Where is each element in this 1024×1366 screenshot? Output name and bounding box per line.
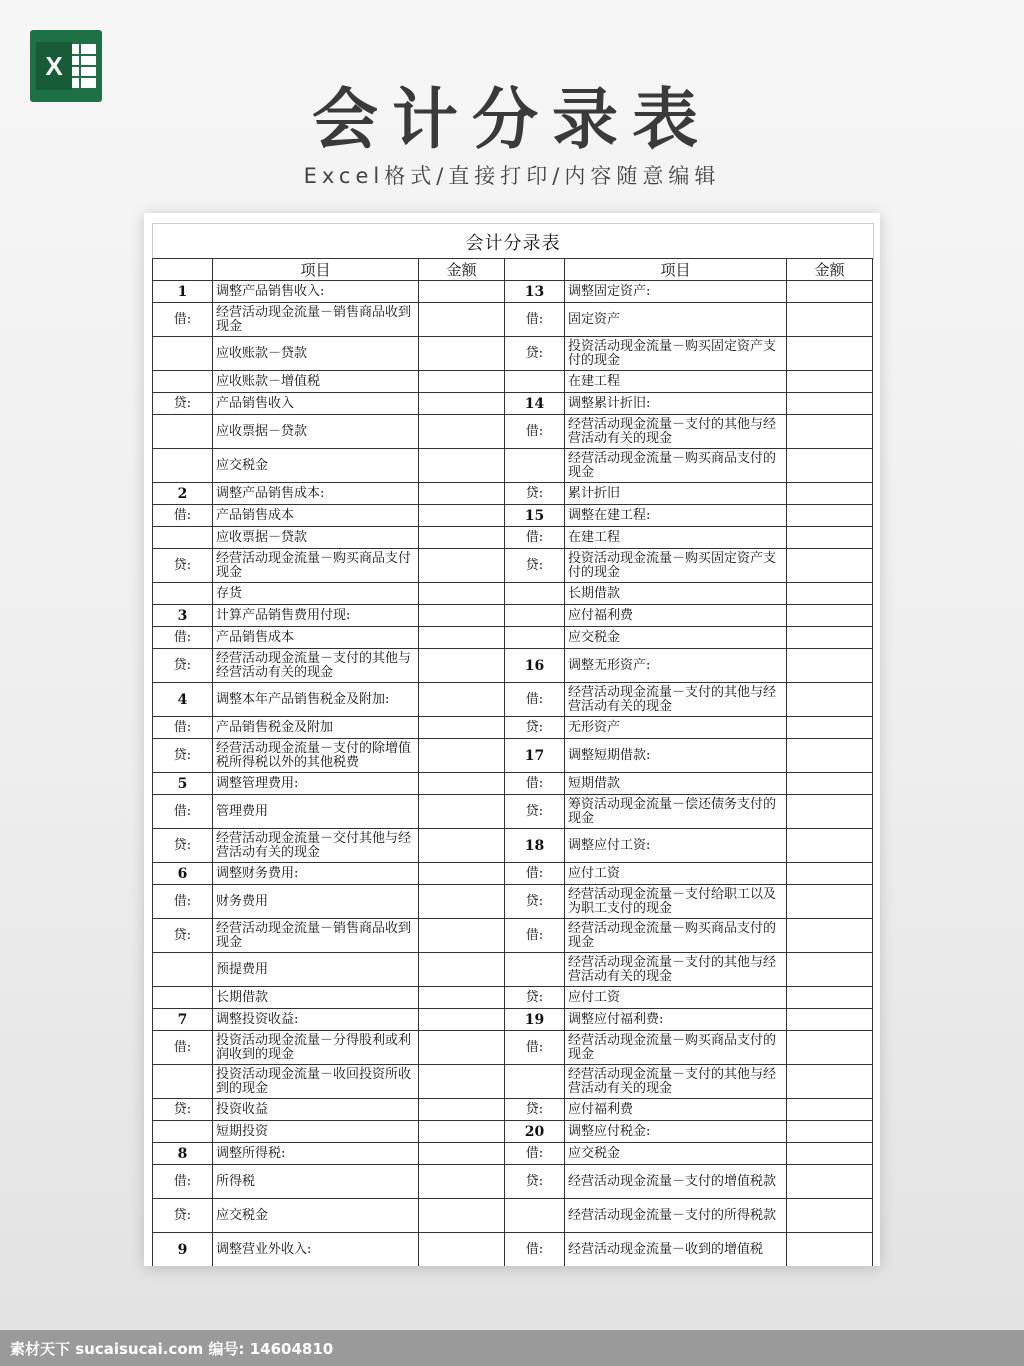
sheet-title: 会计分录表	[152, 223, 874, 260]
item-cell[interactable]: 产品销售收入	[213, 393, 419, 415]
item-cell[interactable]: 调整产品销售收入:	[213, 281, 419, 303]
amount-cell[interactable]	[787, 739, 873, 773]
item-cell[interactable]: 累计折旧	[565, 483, 787, 505]
amount-cell[interactable]	[787, 717, 873, 739]
amount-cell[interactable]	[419, 795, 505, 829]
amount-cell[interactable]	[419, 605, 505, 627]
column-header	[505, 259, 565, 281]
amount-cell[interactable]	[419, 885, 505, 919]
amount-cell[interactable]	[419, 1233, 505, 1267]
table-row	[153, 919, 873, 953]
entry-marker-cell[interactable]: 借:	[153, 1165, 213, 1199]
item-cell[interactable]: 经营活动现金流量－收到的增值税	[565, 1233, 787, 1267]
entry-marker-cell[interactable]: 6	[153, 863, 213, 885]
entry-marker-cell[interactable]: 14	[505, 393, 565, 415]
entry-marker-cell[interactable]	[505, 605, 565, 627]
amount-cell[interactable]	[787, 1199, 873, 1233]
entry-marker-cell[interactable]: 借:	[505, 863, 565, 885]
entry-marker-cell[interactable]	[153, 953, 213, 987]
entry-marker-cell[interactable]: 15	[505, 505, 565, 527]
amount-cell[interactable]	[787, 449, 873, 483]
amount-cell[interactable]	[787, 1165, 873, 1199]
table-row	[153, 885, 873, 919]
amount-cell[interactable]	[419, 739, 505, 773]
amount-cell[interactable]	[787, 885, 873, 919]
item-cell[interactable]: 调整应付福利费:	[565, 1009, 787, 1031]
entry-marker-cell[interactable]: 3	[153, 605, 213, 627]
item-cell[interactable]: 应付工资	[565, 987, 787, 1009]
amount-cell[interactable]	[787, 583, 873, 605]
item-cell[interactable]: 投资活动现金流量－分得股利或利润收到的现金	[213, 1031, 419, 1065]
amount-cell[interactable]	[419, 1065, 505, 1099]
entry-marker-cell[interactable]: 借:	[505, 1031, 565, 1065]
excel-icon-letter: X	[45, 51, 63, 81]
entry-marker-cell[interactable]: 8	[153, 1143, 213, 1165]
entry-marker-cell[interactable]: 借:	[153, 303, 213, 337]
amount-cell[interactable]	[787, 527, 873, 549]
entry-marker-cell[interactable]: 17	[505, 739, 565, 773]
item-cell[interactable]: 经营活动现金流量－支付的其他与经营活动有关的现金	[565, 415, 787, 449]
table-row	[153, 303, 873, 337]
entry-marker-cell[interactable]: 贷:	[153, 549, 213, 583]
table-row	[153, 1199, 873, 1233]
page-title: 会计分录表	[312, 81, 712, 158]
item-cell[interactable]: 经营活动现金流量－销售商品收到现金	[213, 303, 419, 337]
entry-marker-cell[interactable]	[505, 449, 565, 483]
entry-marker-cell[interactable]	[153, 527, 213, 549]
entry-marker-cell[interactable]	[505, 1065, 565, 1099]
item-cell[interactable]: 短期投资	[213, 1121, 419, 1143]
entry-marker-cell[interactable]: 1	[153, 281, 213, 303]
amount-cell[interactable]	[787, 393, 873, 415]
item-cell[interactable]: 调整应付税金:	[565, 1121, 787, 1143]
table-row	[153, 505, 873, 527]
entry-marker-cell[interactable]: 借:	[505, 773, 565, 795]
entry-marker-cell[interactable]	[153, 415, 213, 449]
table-row	[153, 527, 873, 549]
item-cell[interactable]: 预提费用	[213, 953, 419, 987]
amount-cell[interactable]	[787, 1143, 873, 1165]
entry-marker-cell[interactable]: 19	[505, 1009, 565, 1031]
item-cell[interactable]: 调整营业外收入:	[213, 1233, 419, 1267]
amount-cell[interactable]	[419, 683, 505, 717]
amount-cell[interactable]	[787, 627, 873, 649]
amount-cell[interactable]	[787, 483, 873, 505]
amount-cell[interactable]	[419, 1165, 505, 1199]
entry-marker-cell[interactable]: 借:	[505, 303, 565, 337]
item-cell[interactable]: 经营活动现金流量－购买商品支付现金	[213, 549, 419, 583]
amount-cell[interactable]	[787, 649, 873, 683]
entry-marker-cell[interactable]: 借:	[153, 627, 213, 649]
table-row	[153, 549, 873, 583]
amount-cell[interactable]	[787, 303, 873, 337]
item-cell[interactable]: 调整投资收益:	[213, 1009, 419, 1031]
item-cell[interactable]: 经营活动现金流量－购买商品支付的现金	[565, 449, 787, 483]
column-header: 项目	[213, 259, 419, 281]
table-row	[153, 337, 873, 371]
amount-cell[interactable]	[419, 627, 505, 649]
entry-marker-cell[interactable]: 7	[153, 1009, 213, 1031]
entry-marker-cell[interactable]: 贷:	[505, 337, 565, 371]
table-row	[153, 1233, 873, 1267]
table-row	[153, 773, 873, 795]
amount-cell[interactable]	[419, 1009, 505, 1031]
table-row	[153, 583, 873, 605]
item-cell[interactable]: 经营活动现金流量－销售商品收到现金	[213, 919, 419, 953]
table-row	[153, 1031, 873, 1065]
amount-cell[interactable]	[419, 549, 505, 583]
entry-marker-cell[interactable]	[505, 371, 565, 393]
column-header	[153, 259, 213, 281]
entry-marker-cell[interactable]: 借:	[505, 1143, 565, 1165]
amount-cell[interactable]	[787, 773, 873, 795]
item-cell[interactable]: 调整短期借款:	[565, 739, 787, 773]
table-row	[153, 415, 873, 449]
entry-marker-cell[interactable]: 16	[505, 649, 565, 683]
entry-marker-cell[interactable]: 贷:	[153, 1199, 213, 1233]
entry-marker-cell[interactable]: 借:	[505, 527, 565, 549]
column-header: 项目	[565, 259, 787, 281]
column-header: 金额	[419, 259, 505, 281]
entry-marker-cell[interactable]	[505, 627, 565, 649]
item-cell[interactable]: 经营活动现金流量－支付给职工以及为职工支付的现金	[565, 885, 787, 919]
item-cell[interactable]: 所得税	[213, 1165, 419, 1199]
entry-marker-cell[interactable]: 贷:	[153, 919, 213, 953]
item-cell[interactable]: 调整固定资产:	[565, 281, 787, 303]
table-row	[153, 649, 873, 683]
amount-cell[interactable]	[419, 1143, 505, 1165]
amount-cell[interactable]	[787, 1121, 873, 1143]
item-cell[interactable]: 产品销售税金及附加	[213, 717, 419, 739]
amount-cell[interactable]	[419, 919, 505, 953]
amount-cell[interactable]	[787, 1031, 873, 1065]
item-cell[interactable]: 调整管理费用:	[213, 773, 419, 795]
entry-marker-cell[interactable]: 贷:	[505, 549, 565, 583]
entry-marker-cell[interactable]	[153, 1065, 213, 1099]
table-row	[153, 371, 873, 393]
amount-cell[interactable]	[419, 527, 505, 549]
table-row	[153, 605, 873, 627]
item-cell[interactable]: 调整产品销售成本:	[213, 483, 419, 505]
item-cell[interactable]: 调整财务费用:	[213, 863, 419, 885]
entry-marker-cell[interactable]	[505, 1199, 565, 1233]
amount-cell[interactable]	[787, 337, 873, 371]
entry-marker-cell[interactable]: 贷:	[505, 987, 565, 1009]
item-cell[interactable]: 在建工程	[565, 527, 787, 549]
amount-cell[interactable]	[419, 1099, 505, 1121]
item-cell[interactable]: 短期借款	[565, 773, 787, 795]
entry-marker-cell[interactable]	[153, 449, 213, 483]
item-cell[interactable]: 在建工程	[565, 371, 787, 393]
entry-marker-cell[interactable]: 18	[505, 829, 565, 863]
page-subtitle: Excel格式/直接打印/内容随意编辑	[303, 164, 721, 188]
item-cell[interactable]: 经营活动现金流量－支付的其他与经营活动有关的现金	[565, 1065, 787, 1099]
entry-marker-cell[interactable]: 贷:	[505, 717, 565, 739]
entry-marker-cell[interactable]: 5	[153, 773, 213, 795]
entry-marker-cell[interactable]: 贷:	[505, 885, 565, 919]
item-cell[interactable]: 经营活动现金流量－交付其他与经营活动有关的现金	[213, 829, 419, 863]
amount-cell[interactable]	[787, 795, 873, 829]
item-cell[interactable]: 长期借款	[565, 583, 787, 605]
entry-marker-cell[interactable]	[153, 583, 213, 605]
item-cell[interactable]: 经营活动现金流量－支付的其他与经营活动有关的现金	[565, 953, 787, 987]
entry-marker-cell[interactable]: 借:	[153, 795, 213, 829]
amount-cell[interactable]	[419, 649, 505, 683]
entry-marker-cell[interactable]: 借:	[505, 1233, 565, 1267]
amount-cell[interactable]	[419, 393, 505, 415]
entry-marker-cell[interactable]: 4	[153, 683, 213, 717]
entry-marker-cell[interactable]: 13	[505, 281, 565, 303]
entry-marker-cell[interactable]: 贷:	[153, 1099, 213, 1121]
amount-cell[interactable]	[419, 303, 505, 337]
journal-table	[152, 258, 873, 1266]
item-cell[interactable]: 应交税金	[565, 627, 787, 649]
table-row	[153, 987, 873, 1009]
item-cell[interactable]: 投资收益	[213, 1099, 419, 1121]
amount-cell[interactable]	[419, 987, 505, 1009]
entry-marker-cell[interactable]: 贷:	[153, 829, 213, 863]
entry-marker-cell[interactable]: 贷:	[153, 739, 213, 773]
amount-cell[interactable]	[787, 1065, 873, 1099]
amount-cell[interactable]	[419, 371, 505, 393]
item-cell[interactable]: 调整本年产品销售税金及附加:	[213, 683, 419, 717]
entry-marker-cell[interactable]: 20	[505, 1121, 565, 1143]
item-cell[interactable]: 调整在建工程:	[565, 505, 787, 527]
amount-cell[interactable]	[787, 953, 873, 987]
amount-cell[interactable]	[419, 953, 505, 987]
spreadsheet-preview	[144, 213, 880, 1266]
table-row	[153, 953, 873, 987]
amount-cell[interactable]	[419, 863, 505, 885]
item-cell[interactable]: 经营活动现金流量－支付的所得税款	[565, 1199, 787, 1233]
amount-cell[interactable]	[787, 919, 873, 953]
item-cell[interactable]: 无形资产	[565, 717, 787, 739]
entry-marker-cell[interactable]	[153, 371, 213, 393]
column-header: 金额	[787, 259, 873, 281]
entry-marker-cell[interactable]: 借:	[505, 683, 565, 717]
entry-marker-cell[interactable]: 借:	[153, 505, 213, 527]
amount-cell[interactable]	[787, 1099, 873, 1121]
entry-marker-cell[interactable]	[153, 337, 213, 371]
table-row	[153, 483, 873, 505]
item-cell[interactable]: 经营活动现金流量－支付的其他与经营活动有关的现金	[213, 649, 419, 683]
amount-cell[interactable]	[787, 505, 873, 527]
entry-marker-cell[interactable]: 借:	[505, 919, 565, 953]
item-cell[interactable]: 应交税金	[213, 449, 419, 483]
item-cell[interactable]: 应收票据－贷款	[213, 527, 419, 549]
amount-cell[interactable]	[787, 1009, 873, 1031]
item-cell[interactable]: 存货	[213, 583, 419, 605]
item-cell[interactable]: 投资活动现金流量－购买固定资产支付的现金	[565, 337, 787, 371]
amount-cell[interactable]	[419, 829, 505, 863]
entry-marker-cell[interactable]: 贷:	[153, 393, 213, 415]
item-cell[interactable]: 应付福利费	[565, 605, 787, 627]
item-cell[interactable]: 应交税金	[565, 1143, 787, 1165]
item-cell[interactable]: 经营活动现金流量－支付的其他与经营活动有关的现金	[565, 683, 787, 717]
item-cell[interactable]: 筹资活动现金流量－偿还债务支付的现金	[565, 795, 787, 829]
table-row	[153, 683, 873, 717]
item-cell[interactable]: 投资活动现金流量－收回投资所收到的现金	[213, 1065, 419, 1099]
amount-cell[interactable]	[419, 717, 505, 739]
entry-marker-cell[interactable]: 借:	[153, 885, 213, 919]
amount-cell[interactable]	[787, 987, 873, 1009]
amount-cell[interactable]	[787, 863, 873, 885]
amount-cell[interactable]	[787, 829, 873, 863]
item-cell[interactable]: 调整所得税:	[213, 1143, 419, 1165]
item-cell[interactable]: 应收账款－增值税	[213, 371, 419, 393]
table-header-row	[153, 259, 873, 281]
table-row	[153, 281, 873, 303]
item-cell[interactable]: 应付工资	[565, 863, 787, 885]
amount-cell[interactable]	[419, 281, 505, 303]
amount-cell[interactable]	[419, 483, 505, 505]
amount-cell[interactable]	[419, 505, 505, 527]
table-row	[153, 717, 873, 739]
amount-cell[interactable]	[419, 583, 505, 605]
table-row	[153, 1009, 873, 1031]
entry-marker-cell[interactable]	[505, 953, 565, 987]
item-cell[interactable]: 经营活动现金流量－购买商品支付的现金	[565, 919, 787, 953]
entry-marker-cell[interactable]: 贷:	[505, 483, 565, 505]
entry-marker-cell[interactable]: 2	[153, 483, 213, 505]
table-row	[153, 739, 873, 773]
entry-marker-cell[interactable]: 贷:	[505, 1099, 565, 1121]
item-cell[interactable]: 调整无形资产:	[565, 649, 787, 683]
amount-cell[interactable]	[419, 415, 505, 449]
amount-cell[interactable]	[419, 1199, 505, 1233]
item-cell[interactable]: 应交税金	[213, 1199, 419, 1233]
amount-cell[interactable]	[787, 415, 873, 449]
amount-cell[interactable]	[787, 1233, 873, 1267]
entry-marker-cell[interactable]	[153, 987, 213, 1009]
item-cell[interactable]: 投资活动现金流量－购买固定资产支付的现金	[565, 549, 787, 583]
item-cell[interactable]: 应付福利费	[565, 1099, 787, 1121]
item-cell[interactable]: 调整累计折旧:	[565, 393, 787, 415]
amount-cell[interactable]	[419, 773, 505, 795]
item-cell[interactable]: 财务费用	[213, 885, 419, 919]
entry-marker-cell[interactable]: 贷:	[505, 795, 565, 829]
table-row	[153, 795, 873, 829]
item-cell[interactable]: 产品销售成本	[213, 505, 419, 527]
entry-marker-cell[interactable]	[153, 1121, 213, 1143]
item-cell[interactable]: 应收账款－贷款	[213, 337, 419, 371]
entry-marker-cell[interactable]: 借:	[153, 717, 213, 739]
amount-cell[interactable]	[787, 281, 873, 303]
table-row	[153, 1121, 873, 1143]
table-row	[153, 449, 873, 483]
item-cell[interactable]: 经营活动现金流量－购买商品支付的现金	[565, 1031, 787, 1065]
table-row	[153, 393, 873, 415]
item-cell[interactable]: 调整应付工资:	[565, 829, 787, 863]
item-cell[interactable]: 长期借款	[213, 987, 419, 1009]
item-cell[interactable]: 计算产品销售费用付现:	[213, 605, 419, 627]
item-cell[interactable]: 固定资产	[565, 303, 787, 337]
item-cell[interactable]: 经营活动现金流量－支付的增值税款	[565, 1165, 787, 1199]
table-row	[153, 1099, 873, 1121]
amount-cell[interactable]	[419, 1031, 505, 1065]
entry-marker-cell[interactable]: 9	[153, 1233, 213, 1267]
amount-cell[interactable]	[419, 1121, 505, 1143]
table-row	[153, 829, 873, 863]
entry-marker-cell[interactable]: 贷:	[505, 1165, 565, 1199]
table-row	[153, 1165, 873, 1199]
item-cell[interactable]: 经营活动现金流量－支付的除增值税所得税以外的其他税费	[213, 739, 419, 773]
table-row	[153, 1065, 873, 1099]
watermark: 素材天下 sucaisucai.com 编号: 14604810	[0, 1330, 1024, 1366]
entry-marker-cell[interactable]	[505, 583, 565, 605]
amount-cell[interactable]	[787, 549, 873, 583]
item-cell[interactable]: 应收票据－贷款	[213, 415, 419, 449]
entry-marker-cell[interactable]: 借:	[505, 415, 565, 449]
table-row	[153, 627, 873, 649]
amount-cell[interactable]	[787, 605, 873, 627]
table-row	[153, 1143, 873, 1165]
entry-marker-cell[interactable]: 借:	[153, 1031, 213, 1065]
entry-marker-cell[interactable]: 贷:	[153, 649, 213, 683]
table-row	[153, 863, 873, 885]
item-cell[interactable]: 管理费用	[213, 795, 419, 829]
amount-cell[interactable]	[787, 371, 873, 393]
amount-cell[interactable]	[419, 449, 505, 483]
item-cell[interactable]: 产品销售成本	[213, 627, 419, 649]
amount-cell[interactable]	[419, 337, 505, 371]
amount-cell[interactable]	[787, 683, 873, 717]
